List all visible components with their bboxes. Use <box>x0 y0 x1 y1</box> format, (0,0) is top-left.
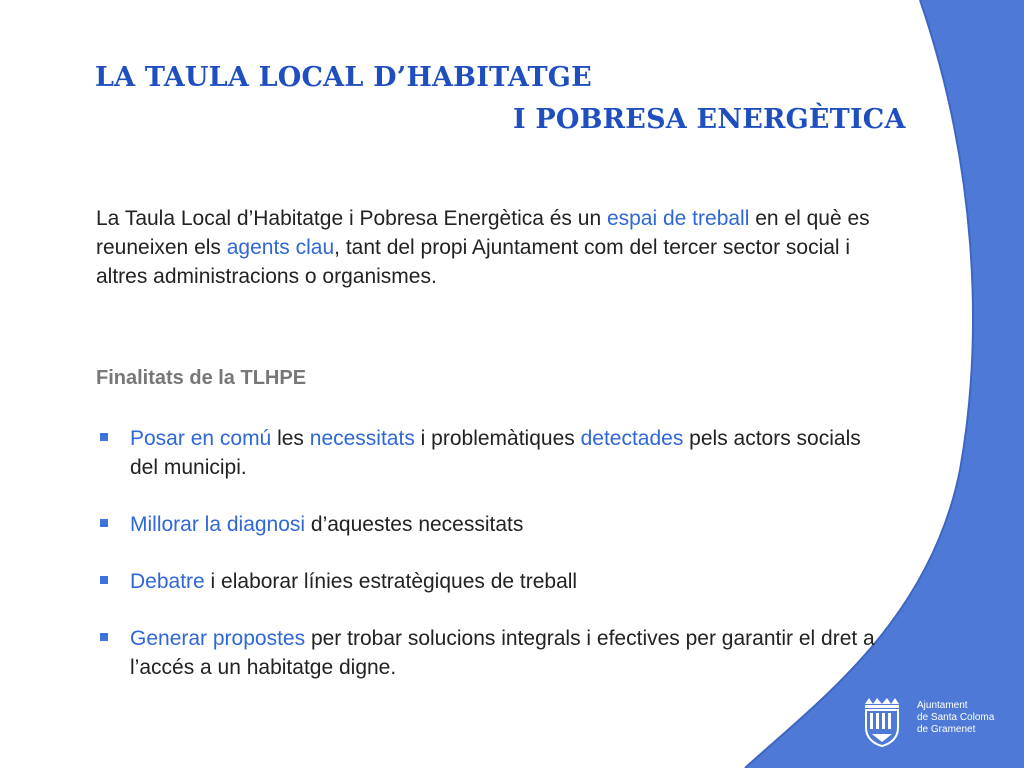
intro-highlight-1: espai de treball <box>606 207 750 230</box>
list-item-segment: les <box>271 427 310 450</box>
intro-text-3: , tant del propi Ajuntament com del tercer sector social i altres administracions o organismes. <box>96 236 851 288</box>
list-item-segment: per trobar solucions integrals i efectives per garantir el dret a l’accés a un habitatge digne. <box>130 627 875 679</box>
list-item-highlight: Posar en comú <box>130 427 272 450</box>
section-heading: Finalitats de la TLHPE <box>96 367 307 389</box>
list-item-segment: pels actors socials del municipi. <box>130 427 861 479</box>
logo-line: de Gramenet <box>917 724 976 735</box>
square-bullet-icon <box>100 633 108 641</box>
list-item-highlight: Generar propostes <box>130 627 306 650</box>
intro-text-1: La Taula Local d’Habitatge i Pobresa Energètica és un <box>96 207 607 230</box>
title-line-2: I POBRESA ENERGÈTICA <box>513 104 906 135</box>
title-line-1: LA TAULA LOCAL D’HABITATGE <box>95 62 592 93</box>
list-item <box>100 424 880 482</box>
list-item <box>100 624 880 682</box>
list-item-highlight: Millorar la diagnosi <box>130 513 306 536</box>
list-item-segment: i problemàtiques <box>414 427 581 450</box>
coat-of-arms-icon <box>860 696 904 748</box>
list-item-segment: i elaborar línies estratègiques de treball <box>204 570 578 593</box>
list-item-segment: d’aquestes necessitats <box>305 513 524 536</box>
logo-line: de Santa Coloma <box>917 712 995 723</box>
list-item-text <box>130 624 880 682</box>
list-item-text <box>130 567 880 596</box>
intro-text-2: en el què es reuneixen els <box>96 207 870 259</box>
logo-text <box>917 700 994 736</box>
list-item-highlight: necessitats <box>309 427 415 450</box>
logo-line: Ajuntament <box>917 700 968 711</box>
list-item-highlight: detectades <box>580 427 684 450</box>
list-item <box>100 510 880 539</box>
square-bullet-icon <box>100 433 108 441</box>
list-item-text <box>130 424 880 482</box>
intro-highlight-2: agents clau <box>226 236 335 259</box>
square-bullet-icon <box>100 519 108 527</box>
intro-paragraph <box>96 204 906 291</box>
list-item-text <box>130 510 880 539</box>
square-bullet-icon <box>100 576 108 584</box>
list-item-highlight: Debatre <box>130 570 205 593</box>
municipal-logo <box>860 694 1010 752</box>
list-item <box>100 567 880 596</box>
